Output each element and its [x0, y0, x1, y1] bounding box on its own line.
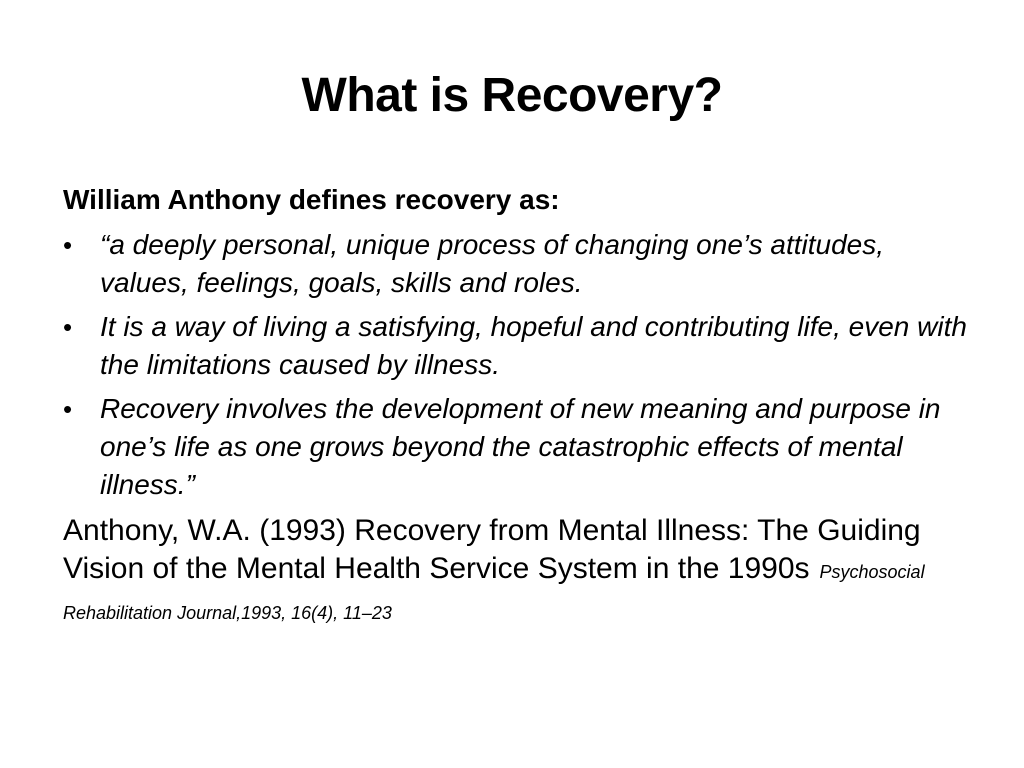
citation	[63, 512, 973, 632]
bullet-item	[63, 308, 973, 384]
bullet-icon: •	[63, 394, 73, 424]
bullet-text: “a deeply personal, unique process of changing one’s attitudes, values, feelings, goals, skills and roles.	[100, 229, 885, 298]
bullet-text: It is a way of living a satisfying, hopeful and contributing life, even with the limitations caused by illness.	[100, 311, 967, 380]
slide-title: What is Recovery?	[301, 69, 723, 122]
bullet-text: Recovery involves the development of new meaning and purpose in one’s life as one grows beyond the catastrophic effects of mental illness.”	[100, 393, 941, 500]
bullet-list	[63, 226, 973, 504]
journal-reference: Psychosocial Rehabilitation Journal,1993, 16(4), 11–23	[63, 562, 925, 623]
bullet-item	[63, 226, 973, 302]
slide-body	[63, 180, 973, 632]
bullet-icon: •	[63, 230, 73, 260]
citation-text: Anthony, W.A. (1993) Recovery from Mental Illness: The Guiding Vision of the Mental Health Service System in the 1990s	[63, 514, 921, 585]
intro-heading: William Anthony defines recovery as:	[63, 184, 560, 215]
bullet-item	[63, 390, 973, 504]
bullet-icon: •	[63, 312, 73, 342]
